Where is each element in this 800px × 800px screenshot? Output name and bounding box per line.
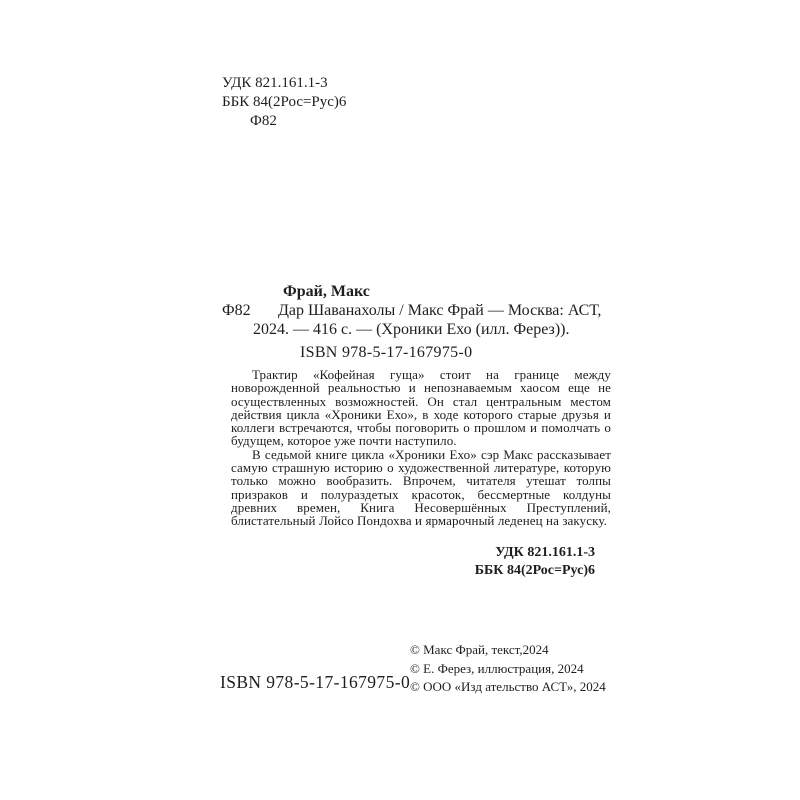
udk-code-top: УДК 821.161.1-3 (222, 75, 328, 91)
top-codes-block (222, 74, 346, 131)
isbn-bottom: ISBN 978-5-17-167975-0 (220, 672, 411, 692)
annotation-paragraph-1: Трактир «Кофейная гуща» стоит на границе между новорожденной реальностью и непознаваемым хаосом еще не осуществленных возможностей. Он стал центральным местом действия цикла «Хроники Ехо», в ходе которого старые друзья и коллеги встречаются, чтобы поговорить о прошлом и помолчать о будущем, которое уже почти наступило. (231, 367, 611, 449)
bbk-code-top: ББК 84(2Рос=Рус)6 (222, 94, 347, 110)
udk-code-bottom: УДК 821.161.1-3 (495, 545, 595, 560)
copyright-line-publisher: © ООО «Изд ательство АСТ», 2024 (410, 679, 606, 694)
copyright-block (410, 641, 606, 697)
bbk-code-bottom: ББК 84(2Рос=Рус)6 (474, 563, 595, 578)
author-name-header: Фрай, Макс (283, 283, 370, 300)
bibliographic-description-line1: Дар Шаванахолы / Макс Фрай — Москва: АСТ, (278, 302, 602, 319)
annotation-block (231, 368, 611, 528)
copyright-line-illustrator: © Е. Ферез, иллюстрация, 2024 (410, 660, 584, 676)
copyright-line-author: © Макс Фрай, текст,2024 (410, 642, 549, 657)
isbn-card: ISBN 978-5-17-167975-0 (300, 344, 473, 361)
author-sign-top: Ф82 (250, 113, 277, 129)
bibliographic-description-line2: 2024. — 416 с. — (Хроники Ехо (илл. Ферез)). (253, 321, 570, 338)
annotation-paragraph-2: В седьмой книге цикла «Хроники Ехо» сэр Макс рассказывает самую страшную историю о художественной литературе, которую только можно вообразить. Впрочем, читателя утешат толпы призраков и полураздетых красоток, бессмертные колдуны древних времен, Книга Несовершённых Преступлений, блистательный Лойсо Пондохва и ярмарочный леденец на закуску. (231, 446, 611, 529)
bottom-codes-block (475, 544, 595, 580)
author-sign-card: Ф82 (222, 302, 251, 319)
